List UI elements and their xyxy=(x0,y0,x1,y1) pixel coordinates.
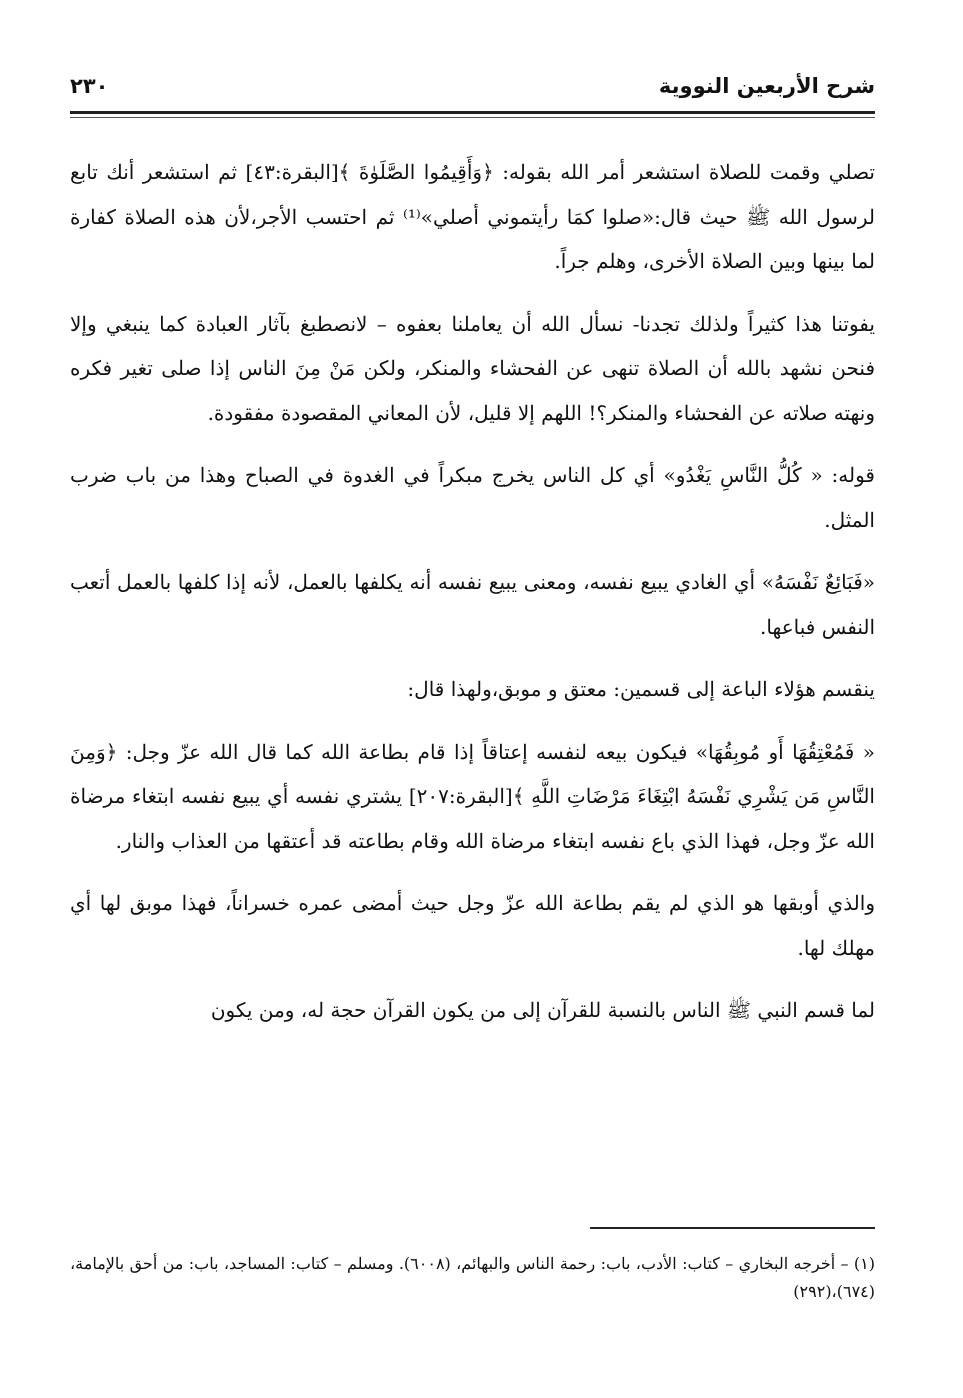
header-rule xyxy=(70,111,875,114)
paragraph: ينقسم هؤلاء الباعة إلى قسمين: معتق و موبق،ولهذا قال: xyxy=(407,677,875,701)
header-rule-thin xyxy=(70,117,875,118)
paragraph: « فَمُعْتِقُهَا أَو مُوبِقُهَا» فيكون بيعه لنفسه إعتاقاً إذا قام بطاعة الله كما قال الله عزّ وجل: ﴿وَمِنَ النَّاسِ مَن يَشْرِي نَفْسَهُ ابْتِغَاءَ مَرْضَاتِ اللَّهِ ﴾[البقرة:٢٠٧] يشتري نفسه أي يبيع نفسه ابتغاء مرضاة الله عزّ وجل، فهذا الذي باع نفسه ابتغاء مرضاة الله وقام بطاعته قد أعتقها من العذاب والنار. xyxy=(70,739,875,853)
paragraph: «فَبَائِعٌ نَفْسَهُ» أي الغادي يبيع نفسه، ومعنى يبيع نفسه أنه يكلفها بالعمل، لأنه إذا كلفها بالعمل أتعب النفس فباعها. xyxy=(70,570,875,639)
book-title: شرح الأربعين النووية xyxy=(658,74,875,98)
footnote-separator xyxy=(590,1227,875,1229)
paragraph: والذي أوبقها هو الذي لم يقم بطاعة الله عزّ وجل حيث أمضى عمره خسراناً، فهذا موبق لها أي مهلك لها. xyxy=(70,891,875,960)
paragraph: لما قسم النبي ﷺ الناس بالنسبة للقرآن إلى من يكون القرآن حجة له، ومن يكون xyxy=(210,998,875,1022)
page-header xyxy=(70,70,875,108)
paragraph: قوله: « كُلُّ النَّاسِ يَغْدُو» أي كل الناس يخرج مبكراً في الغدوة في الصباح وهذا من باب ضرب المثل. xyxy=(70,463,875,532)
footnote: (١) – أخرجه البخاري – كتاب: الأدب، باب: رحمة الناس والبهائم، (٦٠٠٨). ومسلم – كتاب: المساجد، باب: من أحق بالإمامة، (٦٧٤)،(٢٩٢) xyxy=(70,1254,875,1301)
paragraph: يفوتنا هذا كثيراً ولذلك تجدنا- نسأل الله أن يعاملنا بعفوه – لانصطبغ بآثار العبادة كما ينبغي وإلا فنحن نشهد بالله أن الصلاة تنهى عن الفحشاء والمنكر، ولكن مَنْ مِنَ الناس إذا صلى تغير فكره ونهته صلاته عن الفحشاء والمنكر؟! اللهم إلا قليل، لأن المعاني المقصودة مفقودة. xyxy=(70,311,875,425)
body-text xyxy=(70,150,875,1051)
paragraph: تصلي وقمت للصلاة استشعر أمر الله بقوله: ﴿وَأَقِيمُوا الصَّلَوٰةَ ﴾[البقرة:٤٣] ثم استشعر أنك تابع لرسول الله ﷺ حيث قال:«صلوا كمَا رأيتموني أصلي»⁽¹⁾ ثم احتسب الأجر،لأن هذه الصلاة كفارة لما بينها وبين الصلاة الأخرى، وهلم جراً. xyxy=(70,160,875,273)
page-number: ٢٣٠ xyxy=(70,74,109,98)
